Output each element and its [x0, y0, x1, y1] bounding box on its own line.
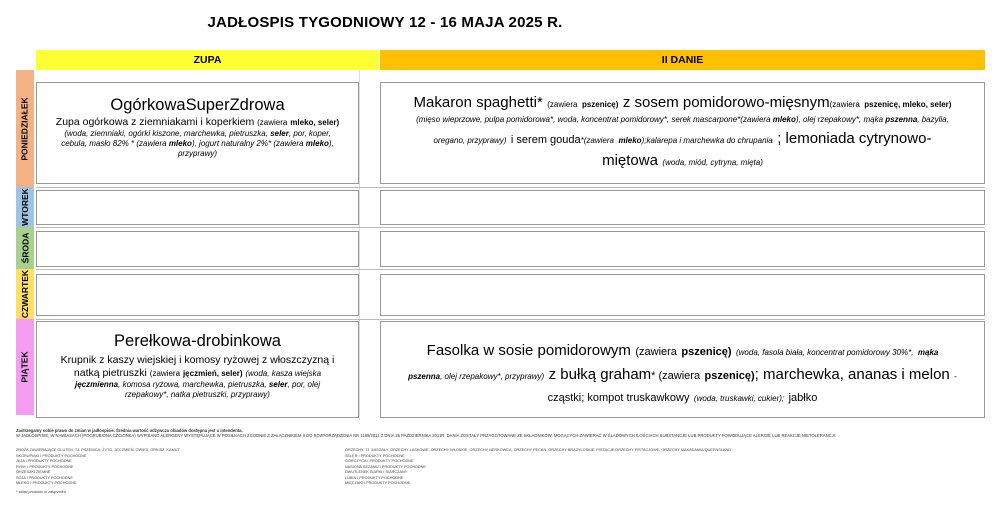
row-divider [36, 269, 985, 270]
allergen-list-left [16, 448, 336, 487]
monday-soup-name: OgórkowaSuperZdrowa [110, 96, 285, 114]
row-divider [36, 319, 985, 320]
thursday-main-cell [380, 274, 985, 316]
allergen-item: ŁUBIN I PRODUKTY POCHODNE [345, 475, 404, 480]
allergen-item: GORCZYCA I PRODUKTY POCHODNE [345, 459, 414, 463]
day-label-monday: PONIEDZIAŁEK [16, 70, 34, 187]
day-label-friday: PIĄTEK [16, 319, 34, 415]
allergen-item: NASIONA SEZAMU I PRODUKTY POCHODNE [345, 464, 426, 469]
allergen-item: SOJA I PRODUKTY POCHODNE [16, 475, 73, 480]
footnote: * skład produktu w załączniku [16, 490, 66, 494]
friday-main: Fasolka w sosie pomidorowym (zawiera pszenicę) (woda, fasola biała, koncentrat pomidorowy 30%*, mąka pszenna, olej rzepakowy*, przyprawy) z bułką graham* (zawiera pszenicę); marchewka, ananas i melon - cząstki; kompot truskawkowy (woda, truskawki, cukier); jabłko [408, 342, 957, 404]
friday-soup: Perełkowa-drobinkowa Krupnik z kaszy wiejskiej i komosy ryżowej z włoszczyzną i natką pietruszki (zawiera jęczmień, seler) (woda, kasza wiejska jęczmienna, komosa ryżowa, marchewka, pietruszka, seler, por, olej rzepakowy*, natka pietruszki, przyprawy) [38, 331, 357, 400]
day-label-thursday: CZWARTEK [16, 269, 34, 319]
header-main-course: II DANIE [380, 50, 985, 70]
tuesday-main-cell [380, 190, 985, 225]
thursday-soup-cell [36, 274, 359, 316]
allergen-item: ZBOŻA ZAWIERAJĄCE GLUTEN, TJ. PSZENICA, ŻYTO, JĘCZMIEŃ, OWIES, ORKISZ, KAMUT [16, 448, 180, 452]
allergen-item: RYBY I PRODUKTY POCHODNE [16, 464, 74, 469]
friday-soup-name: Perełkowa-drobinkowa [114, 332, 281, 350]
tuesday-soup-cell [36, 190, 359, 225]
day-label-wednesday: ŚRODA [16, 227, 34, 269]
footer-allergen-info: W JADŁOSPISIE, W NAWIASACH (POGRUBIONA CZCIONKA) WYPISANO ALERGENY WYSTĘPUJĄCE W POSIŁKACH ZGODNIE Z ZAŁĄCZNIKIEM II DO ROZPORZĄDZENIA NR 1169/2011 Z DNIA 25 PAŹDZIERNIKA 2011R. DANIA ZOSTAŁY PRZYGOTOWANE ZE SKŁADNIKÓW, MOGĄCYCH ZAWIERAĆ W ŚLADOWYCH ILOŚCIACH SUBSTANCJE LUB PRODUKTY POWODUJĄCE ALERGIE LUB REAKCJE NIETOLERANCJI: [16, 433, 837, 439]
allergen-item: JAJA I PRODUKTY POCHODNE [16, 459, 72, 463]
allergen-list-right [345, 448, 985, 487]
monday-soup-description: Zupa ogórkowa z ziemniakami i koperkiem (zawiera mleko, seler) [55, 115, 340, 128]
allergen-item: ORZECHY, TJ. MIGDAŁY, ORZECHY LASKOWE, ORZECHY WŁOSKIE, ORZECHY NERKOWCA, ORZECHY PECAN, ORZECHY BRAZYLIJSKIE, PISTACJE/ORZECHY PISTACJOWE, ORZECHY MAKADAMIA/QUEENSLAND [345, 448, 731, 452]
menu-title: JADŁOSPIS TYGODNIOWY 12 - 16 MAJA 2025 R. [207, 14, 563, 31]
allergen-item: SKORUPIAKI I PRODUKTY POCHODNE [16, 453, 87, 458]
day-label-tuesday: WTOREK [16, 187, 34, 227]
header-soup: ZUPA [36, 50, 379, 70]
allergen-item: DWUTLENEK SIARKI I SIARCZANY [345, 470, 408, 474]
allergen-item: MLEKO I PRODUKTY POCHODNE [16, 481, 77, 485]
allergen-item: MIĘCZAKI I PRODUKTY POCHODNE [345, 481, 411, 485]
monday-soup [38, 95, 357, 159]
row-divider [36, 227, 985, 228]
monday-soup-ingredients: (woda, ziemniaki, ogórki kiszone, marchewka, pietruszka, seler, por, koper, cebula, masło 82% * (zawiera mleko), jogurt naturalny 2%* (zawiera mleko), przyprawy) [61, 128, 334, 158]
footer-notes [16, 428, 976, 439]
wednesday-main-cell [380, 231, 985, 267]
wednesday-soup-cell [36, 231, 359, 267]
footer-disclaimer: Zastrzegamy sobie prawo do zmian w jadłospisie. Średnia wartość odżywcza obiadów dostępna jest u intendenta. [16, 428, 243, 433]
row-divider [36, 187, 985, 188]
allergen-item: ORZESZKI ZIEMNE [16, 470, 51, 474]
monday-main: Makaron spaghetti* (zawiera pszenicę) z sosem pomidorowo-mięsnym(zawiera pszenicę, mleko, seler) (mięso wieprzowe, pulpa pomidorowa*, woda, koncentrat pomidorowy*, serek mascarpone*(zawiera mleko), olej rzepakowy*, mąka pszenna, bazylia, oregano, przyprawy) i serem gouda*(zawiera mleko);kalarepa i marchewka do chrupania ; lemoniada cytrynowo- miętowa (woda, miód, cytryna, mięta) [413, 94, 952, 169]
column-divider [359, 70, 360, 420]
allergen-item: SELER I PRODUKTY POCHODNE [345, 453, 405, 458]
